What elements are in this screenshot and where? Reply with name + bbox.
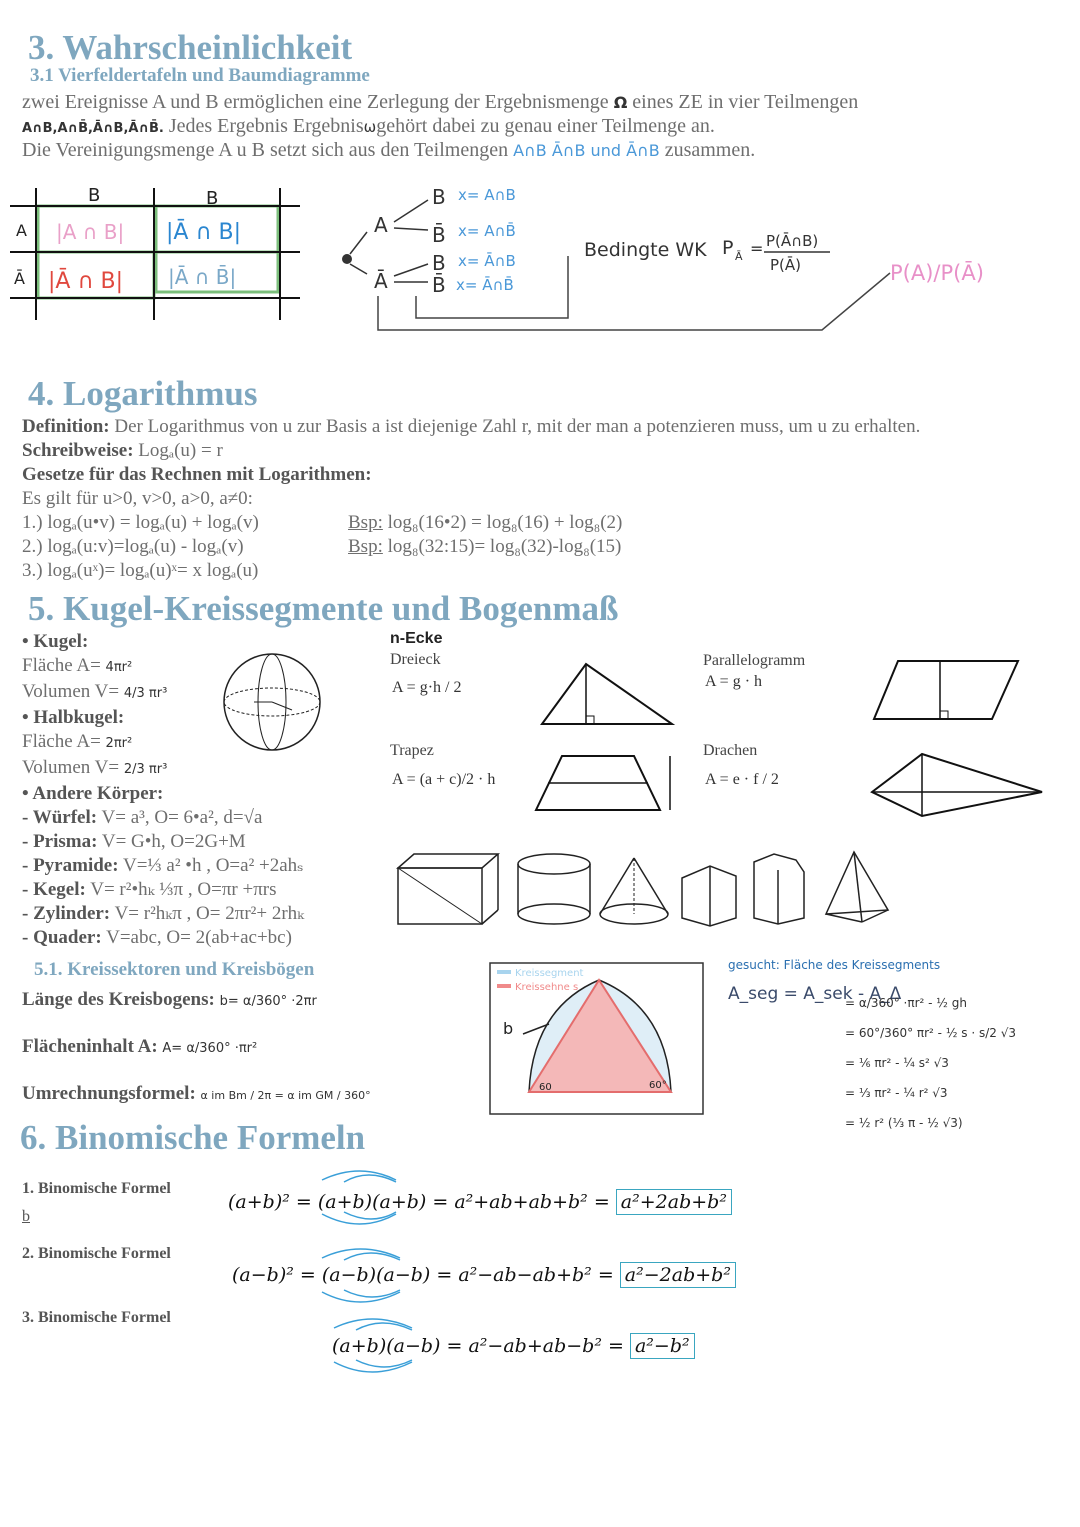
zylinder-formula: V= r²hₖπ , O= 2πr²+ 2rhₖ: [114, 903, 305, 924]
vierfeldertafel: [10, 180, 310, 325]
calc-line-5: = ⅓ πr² - ¼ r² √3: [845, 1086, 948, 1100]
wuerfel-label: - Würfel:: [22, 807, 98, 828]
kugel-flaeche-value: 4πr²: [105, 660, 133, 675]
bogen-laenge-row: [22, 989, 317, 1012]
wuerfel-formula: V= a³, O= 6•a², d=√a: [101, 807, 263, 828]
binom-2-expansion: (a−b)² = (a−b)(a−b) = a²−ab−ab+b² =: [232, 1264, 614, 1286]
sec3-line2b: gehört dabei zu genau einer Teilmenge an.: [376, 115, 715, 137]
node-b3: B: [432, 251, 446, 275]
angle-right: 60°: [649, 1080, 667, 1091]
binom-1-expansion: (a+b)² = (a+b)(a+b) = a²+ab+ab+b² =: [228, 1191, 610, 1213]
omega-small: ω: [363, 118, 377, 136]
sec3-line2: Jedes Ergebnis Ergebnis: [168, 115, 364, 137]
leaf-label-1: x= A∩B: [458, 186, 516, 204]
binom-1-formula: [228, 1191, 732, 1213]
bsp-1: log₈(16•2) = log₈(16) + log₈(2): [387, 512, 623, 533]
right-angle-mark: [940, 711, 948, 719]
legend-chord: Kreissehne s: [515, 982, 579, 993]
binom-1-label: 1. Binomische Formel: [22, 1180, 171, 1197]
tree-diagram: [330, 178, 1050, 338]
rule-2: 2.) logₐ(u:v)=logₐ(u) - logₐ(v): [22, 536, 244, 557]
trapez-formula: A = (a + c)/2 · h: [392, 771, 496, 788]
section-4-title: 4. Logarithmus: [28, 374, 258, 413]
bsp-2: log₈(32:15)= log₈(32)-log₈(15): [387, 536, 622, 557]
connector-line: [378, 273, 890, 330]
section-5-title: 5. Kugel-Kreissegmente und Bogenmaß: [28, 589, 619, 628]
tree-branch: [394, 264, 428, 276]
calc-line-2: = α/360° ·πr² - ½ gh: [845, 996, 967, 1010]
cell-21: |Ā ∩ B|: [48, 269, 124, 294]
sec3-line3b: zusammen.: [664, 139, 756, 161]
umrechnung-label: Umrechnungsformel:: [22, 1083, 196, 1104]
kegel-label: - Kegel:: [22, 879, 86, 900]
binom-3-label: 3. Binomische Formel: [22, 1309, 171, 1326]
umrechnung-row: [22, 1083, 371, 1106]
quader-label: - Quader:: [22, 927, 102, 948]
schreibweise-text: Logₐ(u) = r: [138, 440, 223, 461]
prisma-label: - Prisma:: [22, 831, 98, 852]
halbkugel-heading: • Halbkugel:: [22, 707, 125, 728]
cell-12: |Ā ∩ B|: [166, 220, 242, 245]
drachen-formula: A = e · f / 2: [705, 771, 779, 788]
bsp-label-1: Bsp:: [348, 512, 383, 533]
rule-1: 1.) logₐ(u•v) = logₐ(u) + logₐ(v): [22, 512, 259, 533]
halbkugel-volumen-label: Volumen V=: [22, 757, 120, 778]
calc-line-3: = 60°/360° πr² - ½ s · s/2 √3: [845, 1026, 1016, 1040]
leaf-label-4: x= Ā∩B̄: [456, 276, 514, 294]
pyramide-label: - Pyramide:: [22, 855, 119, 876]
row-header-abar: Ā: [14, 269, 25, 288]
solids-diagram: [392, 848, 902, 930]
conditional-denominator: P(Ā): [770, 256, 802, 274]
arc-icon: [334, 1362, 412, 1372]
bsp-label-2: Bsp:: [348, 536, 383, 557]
bogen-laenge-label: Länge des Kreisbogens:: [22, 989, 215, 1010]
node-b2: B̄: [432, 223, 446, 247]
leaf-label-2: x= A∩B̄: [458, 222, 516, 240]
andere-heading: • Andere Körper:: [22, 783, 164, 804]
node-b4: B̄: [432, 273, 446, 297]
kugel-volumen-value: 4/3 πr³: [123, 686, 168, 701]
tree-branch: [394, 228, 428, 230]
binom-3-expansion: (a+b)(a−b) = a²−ab+ab−b² =: [332, 1335, 624, 1357]
trapezoid-diagram: [530, 738, 690, 820]
binom-2-label: 2. Binomische Formel: [22, 1245, 171, 1262]
parallelogramm-label: Parallelogramm: [703, 652, 806, 669]
conditional-numerator: P(Ā∩B): [766, 232, 819, 250]
cuboid-solid: [398, 854, 498, 924]
kugel-flaeche-label: Fläche A=: [22, 655, 101, 676]
binom-1-note: b: [22, 1208, 30, 1225]
legend-segment: Kreissegment: [515, 968, 584, 979]
parallelogram-diagram: [864, 655, 1039, 730]
binom-1-result: a²+2ab+b²: [616, 1189, 732, 1215]
halbkugel-volumen-value: 2/3 πr³: [123, 762, 168, 777]
definition-label: Definition:: [22, 416, 110, 437]
row-header-a: A: [16, 221, 27, 240]
calc-steps: [845, 988, 1016, 1138]
angle-left: 60: [539, 1082, 552, 1093]
cell-22: |Ā ∩ B̄|: [168, 265, 237, 289]
cone-solid: [600, 858, 668, 924]
gesucht-heading: gesucht: Fläche des Kreissegments: [728, 958, 941, 972]
definition-text: Der Logarithmus von u zur Basis a ist diejenige Zahl r, mit der man a potenzieren muss, um u zu erhalten.: [114, 416, 921, 437]
tree-branch: [350, 264, 367, 274]
tree-root: [342, 254, 352, 264]
sec3-line1a: zwei Ereignisse A und B ermöglichen eine Zerlegung der Ergebnismenge: [22, 91, 609, 113]
right-angle-mark: [586, 716, 594, 724]
sec3-sets: A∩B,A∩B̄,Ā∩B,Ā∩B̄.: [22, 121, 164, 136]
drachen-label: Drachen: [703, 742, 758, 759]
sektor-flaeche-row: [22, 1036, 257, 1059]
kugel-heading: • Kugel:: [22, 631, 89, 652]
b-label: b: [503, 1019, 514, 1038]
sec4-examples: [348, 511, 622, 559]
tree-branch: [394, 200, 428, 222]
sphere-radius: [272, 702, 292, 710]
section-5-1-title: 5.1. Kreissektoren und Kreisbögen: [34, 959, 315, 980]
section-6-title: 6. Binomische Formeln: [20, 1118, 366, 1157]
col-header-bbar: B: [206, 188, 219, 209]
binom-2-result: a²−2ab+b²: [620, 1262, 736, 1288]
pink-formula: P(A)/P(Ā): [890, 261, 984, 285]
conditional-label: Bedingte WK: [584, 239, 707, 261]
kugel-volumen-label: Volumen V=: [22, 681, 120, 702]
pyramid-solid: [826, 852, 888, 922]
legend-swatch-chord: [497, 984, 511, 988]
cylinder-solid: [518, 854, 590, 924]
kite-diagram: [862, 742, 1050, 832]
sphere-diagram: [218, 650, 328, 754]
umrechnung-formula: α im Bm / 2π = α im GM / 360°: [200, 1089, 371, 1102]
conditional-p: P: [722, 237, 734, 259]
schreibweise-label: Schreibweise:: [22, 440, 134, 461]
arc-icon: [322, 1292, 400, 1302]
triangle-shape: [542, 664, 672, 724]
parallelogram-shape: [874, 661, 1018, 719]
prism-solid: [682, 866, 736, 926]
omega-symbol: Ω: [613, 93, 628, 112]
binom-2-formula: [232, 1264, 736, 1286]
halbkugel-flaeche-label: Fläche A=: [22, 731, 101, 752]
quader-formula: V=abc, O= 2(ab+ac+bc): [106, 927, 292, 948]
conditional-p-sub: Ā: [735, 250, 743, 263]
pyramide-formula: V=⅓ a² •h , O=a² +2ahₛ: [122, 855, 304, 876]
dreieck-label: Dreieck: [390, 651, 441, 668]
tree-branch: [350, 232, 367, 254]
bogen-laenge-formula: b= α/360° ·2πr: [219, 994, 317, 1009]
col-header-b: B: [88, 185, 101, 206]
leaf-label-3: x= Ā∩B: [458, 252, 516, 270]
sec3-line3-sets: A∩B Ā∩B und Ā∩B: [513, 141, 660, 160]
dreieck-formula: A = g·h / 2: [392, 679, 462, 696]
calc-line-1: A_seg = A_sek - A_Δ: [728, 984, 902, 1004]
necke-heading: n-Ecke: [390, 630, 443, 647]
kreissegment-figure: [489, 962, 705, 1116]
binom-3-formula: [332, 1335, 695, 1357]
node-b1: B: [432, 185, 446, 209]
gesetze-heading: Gesetze für das Rechnen mit Logarithmen:: [22, 464, 372, 485]
node-a: A: [374, 213, 388, 237]
halbkugel-flaeche-value: 2πr²: [105, 736, 133, 751]
triangle-diagram: [530, 650, 685, 735]
trapez-label: Trapez: [390, 742, 434, 759]
zylinder-label: - Zylinder:: [22, 903, 111, 924]
kite-shape: [872, 754, 1042, 816]
conditional-eq: =: [750, 239, 764, 258]
sec3-line1b: eines ZE in vier Teilmengen: [632, 91, 859, 113]
es-gilt: Es gilt für u>0, v>0, a>0, a≠0:: [22, 488, 253, 509]
sektor-flaeche-label: Flächeninhalt A:: [22, 1036, 158, 1057]
binom-3-result: a²−b²: [630, 1333, 695, 1359]
rule-3: 3.) logₐ(uˣ)= logₐ(u)ˣ= x logₐ(u): [22, 560, 259, 581]
sec3-line3a: Die Vereinigungsmenge A u B setzt sich aus den Teilmengen: [22, 139, 509, 161]
calc-line-6: = ½ r² (⅓ π - ½ √3): [845, 1116, 963, 1130]
hex-prism-solid: [754, 854, 804, 924]
parallelogramm-formula: A = g · h: [705, 673, 763, 690]
sec3-paragraph: [22, 90, 858, 162]
kegel-formula: V= r²•hₖ ⅓π , O=πr +πrs: [90, 879, 277, 900]
arc-icon: [322, 1214, 396, 1224]
node-abar: Ā: [374, 269, 388, 293]
section-3-1-subtitle: 3.1 Vierfeldertafeln und Baumdiagramme: [30, 65, 370, 86]
prisma-formula: V= G•h, O=2G+M: [101, 831, 246, 852]
sektor-flaeche-formula: A= α/360° ·πr²: [162, 1041, 258, 1056]
calc-line-4: = ⅙ πr² - ¼ s² √3: [845, 1056, 949, 1070]
section-3-title: 3. Wahrscheinlichkeit: [28, 28, 353, 67]
legend-swatch-segment: [497, 970, 511, 974]
cell-11: |A ∩ B|: [56, 220, 125, 244]
